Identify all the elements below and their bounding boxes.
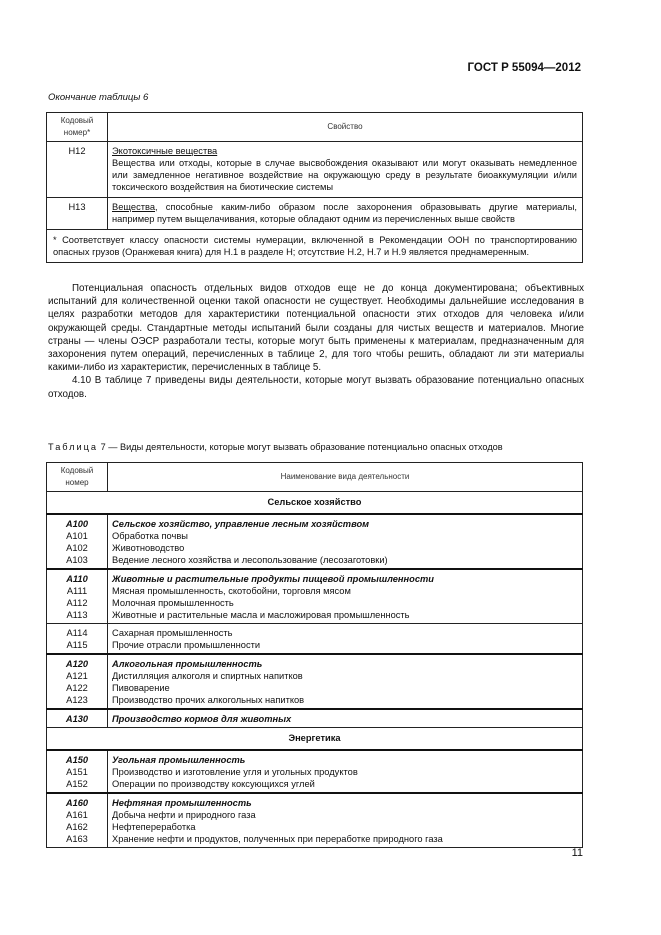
table7-header-name: Наименование вида деятельности	[108, 463, 583, 492]
activity-code: A111	[66, 586, 88, 596]
activity-codes	[47, 750, 108, 793]
activity-name: Производство прочих алкогольных напитков	[112, 695, 305, 705]
activity-codes	[47, 624, 108, 655]
paragraph: 4.10 В таблице 7 приведены виды деятельности, которые могут вызвать образование потенциально опасных отходов.	[48, 375, 584, 400]
activity-codes	[47, 654, 108, 709]
activity-code: A100	[65, 519, 89, 529]
activity-code: A151	[66, 767, 88, 777]
table-6	[46, 112, 583, 263]
table-7	[46, 462, 583, 848]
activity-code: A112	[66, 598, 88, 608]
page-number: 11	[571, 847, 583, 859]
activity-code: A130	[65, 714, 89, 724]
hazard-description: Вещества или отходы, которые в случае высвобождения оказывают или могут оказывать немедленное или замедленное негативное воздействие на окружающую среду в результате биоаккумуляции и/или токсического воздействия на биотические системы	[112, 158, 577, 192]
activity-code: A103	[66, 555, 88, 565]
table7-header-code: Кодовый номер	[47, 463, 108, 492]
activity-names	[108, 793, 583, 848]
activity-name: Животные и растительные масла и масложировая промышленность	[112, 610, 410, 620]
activity-name: Молочная промышленность	[112, 598, 234, 608]
activity-name: Животноводство	[112, 543, 185, 553]
activity-name: Производство и изготовление угля и угольных продуктов	[112, 767, 358, 777]
table-row	[47, 654, 583, 709]
hazard-title: Экотоксичные вещества	[112, 146, 218, 156]
activity-names	[108, 624, 583, 655]
hazard-property	[108, 198, 583, 230]
activity-code: A122	[66, 683, 88, 693]
activity-code: A113	[66, 610, 88, 620]
activity-code: A123	[66, 695, 88, 705]
activity-name: Ведение лесного хозяйства и лесопользование (лесозаготовки)	[112, 555, 388, 565]
section-title: Сельское хозяйство	[47, 492, 583, 515]
table-row	[47, 709, 583, 728]
activity-names	[108, 654, 583, 709]
activity-name: Сельское хозяйство, управление лесным хозяйством	[112, 519, 370, 529]
table-row	[47, 569, 583, 624]
document-code: ГОСТ Р 55094—2012	[467, 62, 581, 74]
activity-name: Хранение нефти и продуктов, полученных при переработке природного газа	[112, 834, 443, 844]
activity-code: A163	[66, 834, 88, 844]
table-row	[47, 793, 583, 848]
table-row	[47, 514, 583, 569]
paragraph: Потенциальная опасность отдельных видов отходов еще не до конца документирована; объективных испытаний для количественной оценки такой опасности не существует. Необходимы дальнейшие исследования в целях разработки методов для характеристики потенциальной опасности этих отходов для человека и/или окружающей среды. Стандартные методы испытаний были созданы для чистых веществ и материалов. Многие страны — члены ОЭСР разработали тесты, которые могут быть применены к материалам, предназначенным для захоронения путем операций, перечисленных в таблице 2, для того чтобы решить, обладают ли эти материалы какими-либо из характеристик, перечисленных в таблице 5.	[48, 283, 584, 374]
table6-caption: Окончание таблицы 6	[48, 92, 149, 103]
activity-name: Угольная промышленность	[112, 755, 246, 765]
activity-code: A160	[65, 798, 89, 808]
table6-header-code: Кодовый номер*	[47, 113, 108, 142]
activity-code: A150	[65, 755, 89, 765]
table7-caption	[48, 442, 503, 452]
section-row	[47, 728, 583, 751]
table-row	[47, 750, 583, 793]
activity-name: Нефтяная промышленность	[112, 798, 252, 808]
activity-name: Алкогольная промышленность	[112, 659, 263, 669]
activity-names	[108, 569, 583, 624]
table-row	[47, 198, 583, 230]
activity-code: A102	[66, 543, 88, 553]
activity-code: A120	[65, 659, 89, 669]
table-row	[47, 142, 583, 198]
table-row	[47, 624, 583, 655]
activity-code: A110	[66, 574, 88, 584]
section-title: Энергетика	[47, 728, 583, 751]
activity-name: Сахарная промышленность	[112, 628, 233, 638]
table6-footnote: * Соответствует классу опасности системы нумерации, включенной в Рекомендации ООН по транспортированию опасных грузов (Оранжевая книга) для H.1 в разделе H; отсутствие H.2, H.7 и H.9 является преднамеренным.	[47, 230, 583, 263]
hazard-code: H12	[47, 142, 108, 198]
activity-names	[108, 709, 583, 728]
activity-name: Добыча нефти и природного газа	[112, 810, 256, 820]
activity-code: A121	[66, 671, 88, 681]
activity-names	[108, 750, 583, 793]
activity-names	[108, 514, 583, 569]
activity-codes	[47, 709, 108, 728]
activity-name: Дистилляция алкоголя и спиртных напитков	[112, 671, 303, 681]
table7-caption-text: 7 — Виды деятельности, которые могут вызвать образование потенциально опасных отходов	[100, 442, 503, 452]
activity-code: A161	[66, 810, 88, 820]
activity-name: Мясная промышленность, скотобойни, торговля мясом	[112, 586, 351, 596]
activity-name: Прочие отрасли промышленности	[112, 640, 261, 650]
activity-code: A114	[66, 628, 88, 638]
activity-name: Пивоварение	[112, 683, 170, 693]
activity-code: A152	[66, 779, 88, 789]
activity-code: A101	[66, 531, 88, 541]
hazard-title: Вещества	[112, 202, 155, 212]
table6-header-property: Свойство	[108, 113, 583, 142]
table7-caption-label: Таблица	[48, 442, 99, 452]
hazard-description: , способные каким-либо образом после захоронения образовывать другие материалы, например путем выщелачивания, которые обладают одним из перечисленных выше свойств	[112, 202, 577, 224]
body-text	[48, 282, 584, 401]
activity-code: A162	[66, 822, 88, 832]
activity-name: Обработка почвы	[112, 531, 188, 541]
activity-name: Операции по производству коксующихся углей	[112, 779, 315, 789]
section-row	[47, 492, 583, 515]
activity-name: Животные и растительные продукты пищевой промышленности	[112, 574, 434, 584]
hazard-property	[108, 142, 583, 198]
activity-name: Производство кормов для животных	[112, 714, 292, 724]
activity-name: Нефтепереработка	[112, 822, 196, 832]
activity-code: A115	[66, 640, 88, 650]
hazard-code: H13	[47, 198, 108, 230]
activity-codes	[47, 569, 108, 624]
activity-codes	[47, 793, 108, 848]
activity-codes	[47, 514, 108, 569]
